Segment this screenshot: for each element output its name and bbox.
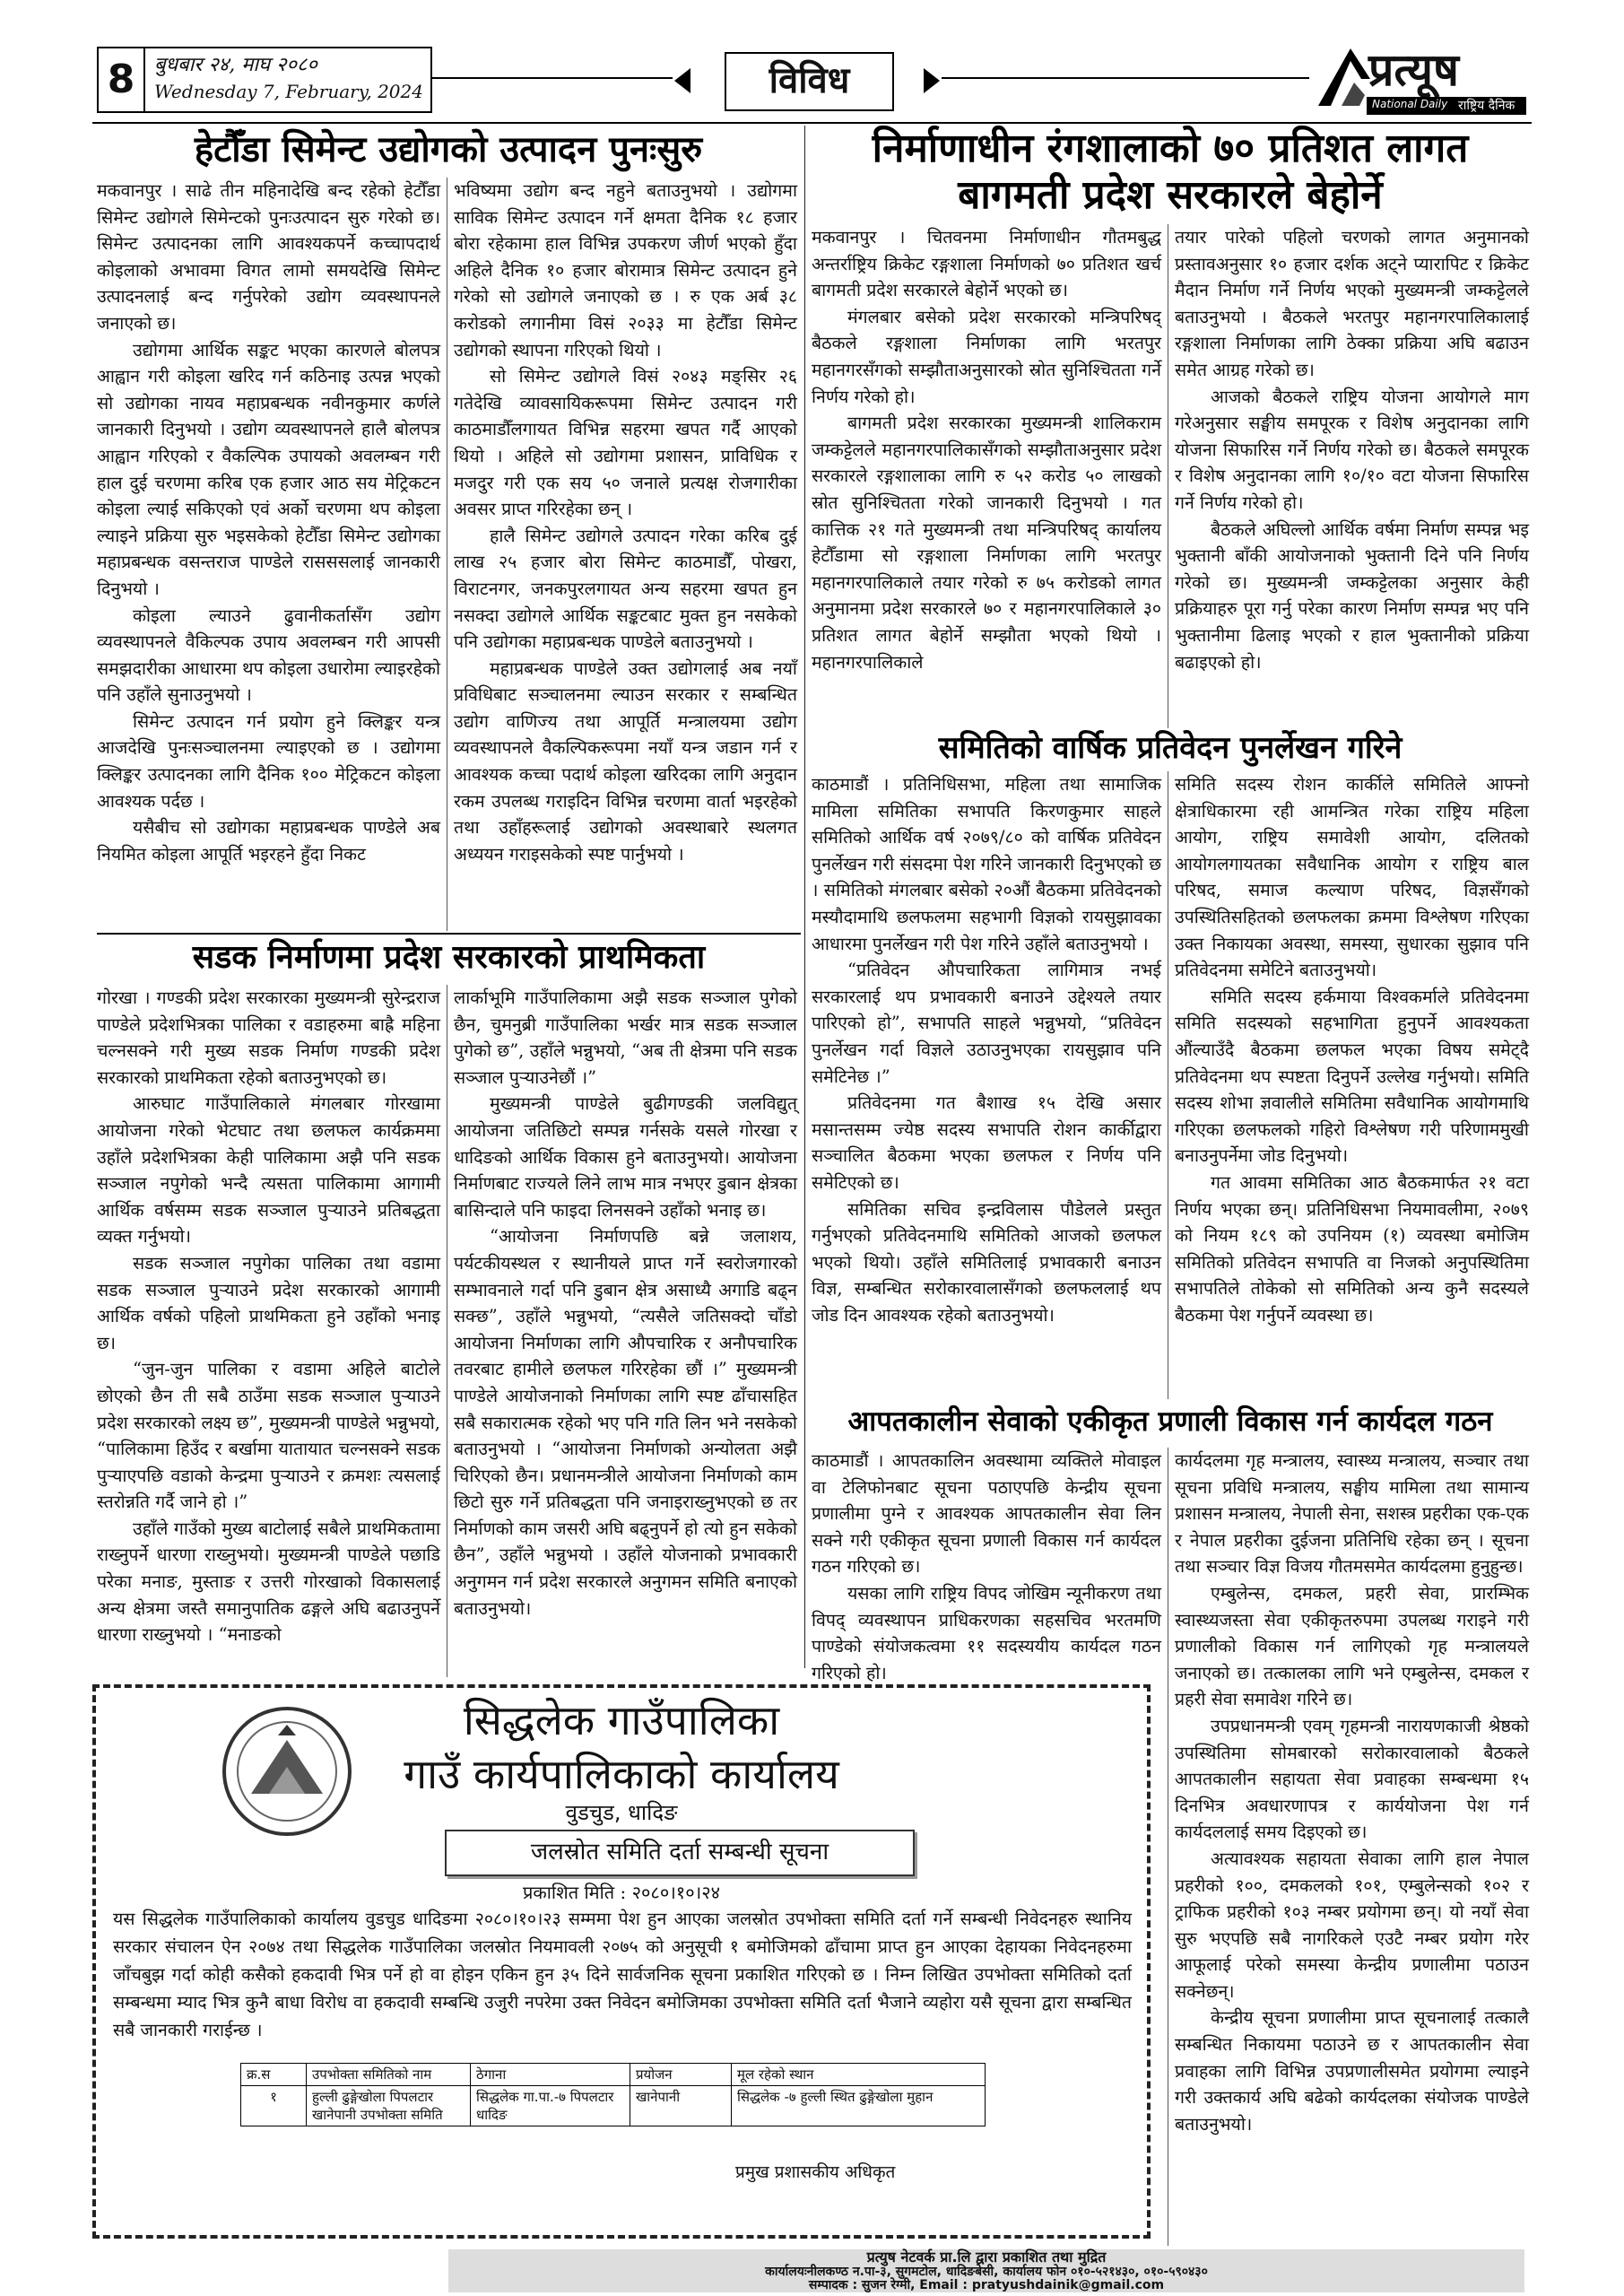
road-column-2 bbox=[454, 985, 797, 1677]
paragraph: उहाँले गाउँको मुख्य बाटोलाई सबैले प्राथमिकतामा राख्नुपर्ने धारणा राख्नुभयो। मुख्यमन्त्री पाण्डेले पछाडि परेका मनाङ, मुस्ताङ र उत्तरी गोरखाको विकासलाई अन्य क्षेत्रमा जस्तै समानुपातिक ढङ्गले अघि बढाउनुपर्ने धारणा राख्नुभयो । “मनाङको bbox=[97, 1518, 440, 1646]
ad-table-header: उपभोक्ता समितिको नाम bbox=[307, 2064, 471, 2086]
headline-committee: समितिको वार्षिक प्रतिवेदन पुनर्लेखन गरिने bbox=[938, 730, 1403, 766]
logo-tag-np: राष्ट्रिय दैनिक bbox=[1458, 99, 1515, 113]
cement-column-1 bbox=[97, 178, 440, 931]
paragraph: हालै सिमेन्ट उद्योगले उत्पादन गरेका करिब दुई लाख २५ हजार बोरा सिमेन्ट काठमाडौँ, पोखरा, विराटनगर, जनकपुरलगायत अन्य सहरमा खपत हुन नसक्दा उद्योगले आर्थिक सङ्कटबाट मुक्त हुन नसकेको पनि उद्योगका महाप्रबन्धक पाण्डेले बताउनुभयो । bbox=[454, 525, 797, 653]
ad-table-header: ठेगाना bbox=[471, 2064, 630, 2086]
table-row bbox=[241, 2086, 986, 2126]
ad-body-text: यस सिद्धलेक गाउँपालिकाको कार्यालय वुडचुड धादिङमा २०८०।१०।२३ सम्ममा पेश हुन आएका जलस्रोत उपभोक्ता समिति दर्ता गर्ने सम्बन्धी निवेदनहरु स्थानिय सरकार संचालन ऐन २०७४ तथा सिद्धलेक गाउँपालिका जलस्रोत नियमावली २०७५ को अनुसूची १ बमोजिमको ढाँचामा प्राप्त हुन आएका देहायका निवेदनहरुमा जाँचबुझ गर्दा कोही कसैको हकदावी भित्र पर्ने हो वा होइन एकिन हुन ३५ दिने सार्वजनिक सूचना प्रकाशित गरिएको छ । निम्न लिखित उपभोक्ता समितिको दर्ता सम्बन्धमा म्याद भित्र कुनै बाधा विरोध वा हकदावी सम्बन्धि उजुरी नपरेमा उक्त निवेदन बमोजिमका उपभोक्ता समिति दर्ता भैजाने व्यहोरा यसै सूचना द्वारा सम्बन्धित सबै जानकारी गराईन्छ । bbox=[113, 1909, 1132, 2040]
paragraph: “प्रतिवेदन औपचारिकता लागिमात्र नभई सरकारलाई थप प्रभावकारी बनाउने उद्देश्यले तयार पारिएको हो”, सभापति साहले भन्नुभयो, “प्रतिवेदन पुनर्लेखन गर्दा विज्ञले उठाउनुभएका रायसुझाव पनि समेटिनेछ ।” bbox=[812, 960, 1161, 1087]
header-rule-left bbox=[430, 77, 673, 79]
paragraph: समिति सदस्य रोशन कार्कीले समितिले आफ्नो क्षेत्राधिकारमा रही आमन्त्रित गरेका राष्ट्रिय महिला आयोग, राष्ट्रिय समावेशी आयोग, दलितको आयोगलगायतका सवैधानिक आयोग र राष्ट्रिय बाल परिषद, समाज कल्याण परिषद, विज्ञसँगको उपस्थितिसहितको छलफलका क्रममा विश्लेषण गरिएका उक्त निकायका अवस्था, समस्या, सुधारका सुझाव पनि प्रतिवेदनमा समेटिने बताउनुभयो। bbox=[1175, 774, 1529, 981]
paragraph: बैठकले अघिल्लो आर्थिक वर्षमा निर्माण सम्पन्न भइ भुक्तानी बाँकी आयोजनाको भुक्तानी दिने पनि निर्णय गरेको छ। मुख्यमन्त्री जम्कट्टेलका अनुसार केही प्रक्रियाहरु पूरा गर्नु परेका कारण निर्माण सम्पन्न भए पनि भुक्तानीमा ढिलाइ भएको र हाल भुक्तानीको प्रक्रिया बढाइएको हो। bbox=[1175, 518, 1529, 673]
ad-table-header: प्रयोजन bbox=[630, 2064, 732, 2086]
ad-publish-date: प्रकाशित मिति : २०८०।१०।२४ bbox=[523, 1882, 720, 1903]
date-nepali: बुधबार २४, माघ २०८० bbox=[154, 54, 317, 76]
paragraph: सडक सञ्जाल नपुगेका पालिका तथा वडामा सडक सञ्जाल पुऱ्याउने प्रदेश सरकारको आगामी आर्थिक वर्षको पहिलो प्राथमिकता हुने उहाँको भनाइ छ। bbox=[97, 1252, 440, 1353]
logo-name: प्रत्यूष bbox=[1368, 44, 1459, 96]
footer-publisher-box bbox=[448, 2249, 1524, 2292]
paragraph: उपप्रधानमन्त्री एवम् गृहमन्त्री नारायणकाजी श्रेष्ठको उपस्थितिमा सोमबारको सरोकारवालाको बैठकले आपतकालीन सहायता सेवा प्रवाहका सम्बन्धमा १५ दिनभित्र अवधारणापत्र र कार्ययोजना पेश गर्न कार्यदललाई समय दिइएको छ। bbox=[1175, 1715, 1529, 1843]
paragraph: केन्द्रीय सूचना प्रणालीमा प्राप्त सूचनालाई तत्कालै सम्बन्धित निकायमा पठाउने छ र आपतकालीन सेवा प्रवाहका लागि विभिन्न उपप्रणालीसमेत प्रयोगमा ल्याइने गरी उक्तकार्य अघि बढेको कार्यदलका संयोजक पाण्डेले बताउनुभयो। bbox=[1175, 2007, 1529, 2135]
paragraph: सिमेन्ट उत्पादन गर्न प्रयोग हुने क्लिङ्कर यन्त्र आजदेखि पुनःसञ्चालनमा ल्याइएको छ । उद्योगमा क्लिङ्कर उत्पादनका लागि दैनिक १०० मेट्रिकटन कोइला आवश्यक पर्दछ । bbox=[97, 710, 440, 812]
paragraph: एम्बुलेन्स, दमकल, प्रहरी सेवा, प्रारम्भिक स्वास्थ्यजस्ता सेवा एकीकृतरुपमा उपलब्ध गराइने गरी प्रणालीको विकास गर्न लागिएको गृह मन्त्रालयले जनाएको छ। तत्कालका लागि भने एम्बुलेन्स, दमकल र प्रहरी सेवा समावेश गरिने छ। bbox=[1175, 1582, 1529, 1710]
paragraph: मंगलबार बसेको प्रदेश सरकारको मन्त्रिपरिषद् बैठकले रङ्गशाला निर्माणका लागि भरतपुर महानगरसँगको सम्झौताअनुसारको स्रोत सुनिश्चितता गर्ने निर्णय गरेको हो। bbox=[812, 306, 1161, 407]
paragraph: भविष्यमा उद्योग बन्द नहुने बताउनुभयो । उद्योगमा साविक सिमेन्ट उत्पादन गर्ने क्षमता दैनिक १८ हजार बोरा रहेकामा हाल विभिन्न उपकरण जीर्ण भएको हुँदा अहिले दैनिक १० हजार बोरामात्र सिमेन्ट उत्पादन हुने गरेको सो उद्योगले जनाएको छ । रु एक अर्ब ३८ करोडको लगानीमा विसं २०३३ मा हेटौँडा सिमेन्ट उद्योगको स्थापना गरिएको थियो । bbox=[454, 180, 797, 361]
section-arrow-left-icon bbox=[674, 68, 690, 93]
masthead-rule bbox=[92, 122, 1532, 124]
paragraph: “आयोजना निर्माणपछि बन्ने जलाशय, पर्यटकीयस्थल र स्थानीयले प्राप्त गर्ने स्वरोजगारको सम्भावनाले गर्दा पनि डुबान क्षेत्र असाध्यै अगाडि बढ्न सक्छ”, उहाँले भन्नुभयो, “त्यसैले जतिसक्दो चाँडो आयोजना निर्माणका लागि औपचारिक र अनौपचारिक तवरबाट हामीले छलफल गरिरहेका छौं ।” मुख्यमन्त्री पाण्डेले आयोजनाको निर्माणका लागि स्पष्ट ढाँचासहित सबै सकारात्मक रहेको भए पनि गति लिन भने नसकेको बताउनुभयो । “आयोजना निर्माणको अन्योलता अझै चिरिएको छैन। प्रधानमन्त्रीले आयोजना निर्माणको काम छिटो सुरु गर्ने प्रतिबद्धता पनि जनाइराख्नुभएको छ तर निर्माणको काम जसरी अघि बढ्नुपर्ने हो त्यो हुन सकेको छैन”, उहाँले भन्नुभयो । उहाँले योजनाको प्रभावकारी अनुगमन गर्न प्रदेश सरकारले अनुगमन समिति बनाएको बताउनुभयो। bbox=[454, 1226, 797, 1619]
emergency-column-2 bbox=[1175, 1448, 1529, 2246]
ad-table-header-row bbox=[241, 2064, 986, 2086]
ad-table-cell: खानेपानी bbox=[630, 2086, 732, 2126]
paragraph: महाप्रबन्धक पाण्डेले उक्त उद्योगलाई अब नयाँ प्रविधिबाट सञ्चालनमा ल्याउन सरकार र सम्बन्धित उद्योग वाणिज्य तथा आपूर्ति मन्त्रालयमा उद्योग व्यवस्थापनले वैकल्पिकरूपमा नयाँ यन्त्र जडान गर्न र आवश्यक कच्चा पदार्थ कोइला खरिदका लागि अनुदान रकम उपलब्ध गराइदिन विभिन्न चरणमा वार्ता भइरहेको तथा उहाँहरूलाई उद्योगको अवस्थाबारे स्थलगत अध्ययन गराइसकेको स्पष्ट पार्नुभयो । bbox=[454, 657, 797, 865]
ad-table-header: मूल रहेको स्थान bbox=[732, 2064, 986, 2086]
stadium-column-2 bbox=[1175, 224, 1529, 728]
headline-stadium-line1: निर्माणाधीन रंगशालाको ७० प्रतिशत लागत bbox=[872, 126, 1469, 171]
paragraph: मुख्यमन्त्री पाण्डेले बुढीगण्डकी जलविद्युत् आयोजना जतिछिटो सम्पन्न गर्नसके यसले गोरखा र धादिङको आर्थिक विकास हुने बताउनुभयो। आयोजना निर्माणबाट राज्यले लिने लाभ मात्र नभएर डुबान क्षेत्रका बासिन्दाले पनि फाइदा लिनसक्ने उहाँको भनाइ छ। bbox=[454, 1093, 797, 1221]
paragraph: कार्यदलमा गृह मन्त्रालय, स्वास्थ्य मन्त्रालय, सञ्चार तथा सूचना प्रविधि मन्त्रालय, सङ्घीय मामिला तथा सामान्य प्रशासन मन्त्रालय, नेपाली सेना, सशस्त्र प्रहरीका एक-एक र नेपाल प्रहरीका दुईजना प्रतिनिधि रहेका छन् । सूचना तथा सञ्चार विज्ञ विजय गौतमसमेत कार्यदलमा हुनुहुन्छ। bbox=[1175, 1450, 1529, 1578]
paragraph: सो सिमेन्ट उद्योगले विसं २०४३ मङ्सिर २६ गतेदेखि व्यावसायिकरूपमा सिमेन्ट उत्पादन गरी काठमाडौँलगायत विभिन्न सहरमा खपत गर्दै आएको थियो । अहिले सो उद्योगमा प्रशासन, प्राविधिक र मजदुर गरी एक सय ५० जनाले प्रत्यक्ष रोजगारीका अवसर प्राप्त गरिरहेका छन् । bbox=[454, 366, 797, 520]
paragraph: काठमाडौं । आपतकालिन अवस्थामा व्यक्तिले मोवाइल वा टेलिफोनबाट सूचना पठाएपछि केन्द्रीय सूचना प्रणालीमा पुग्ने र आवश्यक आपतकालीन सेवा लिन सक्ने गरी एकीकृत सूचना प्रणाली विकास गर्न कार्यदल गठन गरिएको छ। bbox=[812, 1450, 1161, 1578]
masthead-logo bbox=[1315, 43, 1528, 117]
paragraph: काठमाडौं । प्रतिनिधिसभा, महिला तथा सामाजिक मामिला समितिका सभापति किरणकुमार साहले समितिको आर्थिक वर्ष २०७९/८० को वार्षिक प्रतिवेदन पुनर्लेखन गरी संसदमा पेश गरिने जानकारी दिनुभएको छ । समितिको मंगलबार बसेको २०औं बैठकमा प्रतिवेदनको मस्यौदामाथि छलफलमा सहभागी विज्ञको रायसुझावका आधारमा पुनर्लेखन गरी पेश गरिने उहाँले बताउनुभयो । bbox=[812, 774, 1161, 954]
paragraph: कोइला ल्याउने ढुवानीकर्तासँग उद्योग व्यवस्थापनले वैकिल्पक उपाय अवलम्बन गरी आपसी समझदारीका आधारमा थप कोइला उधारोमा ल्याइरहेको पनि उहाँले सुनाउनुभयो । bbox=[97, 604, 440, 706]
page-divider bbox=[804, 126, 805, 1668]
paragraph: लार्काभूमि गाउँपालिकामा अझै सडक सञ्जाल पुगेको छैन, चुमनुब्री गाउँपालिका भर्खर मात्र सडक सञ्जाल पुगेको छ”, उहाँले भन्नुभयो, “अब ती क्षेत्रमा पनि सडक सञ्जाल पुऱ्याउनेछौं ।” bbox=[454, 987, 797, 1088]
ad-table-cell: १ bbox=[241, 2086, 307, 2126]
ad-table-header: क्र.स bbox=[241, 2064, 307, 2086]
ad-table-cell: सिद्धलेक गा.पा.-७ पिपलटार धादिङ bbox=[471, 2086, 630, 2126]
headline-road: सडक निर्माणमा प्रदेश सरकारको प्राथमिकता bbox=[192, 939, 706, 976]
stadium-column-1 bbox=[812, 224, 1161, 728]
ad-notice-title: जलस्रोत समिति दर्ता सम्बन्धी सूचना bbox=[445, 1830, 915, 1876]
ad-title-municipality: सिद्धलेक गाउँपालिका bbox=[463, 1696, 780, 1744]
ad-title-office: गाउँ कार्यपालिकाको कार्यालय bbox=[404, 1750, 839, 1798]
paragraph: प्रतिवेदनमा गत बैशाख १५ देखि असार मसान्तसम्म ज्येष्ठ सदस्य सभापति रोशन कार्कीद्वारा सञ्चालित बैठकमा भएका छलफल र निर्णय पनि समेटिएको छ। bbox=[812, 1092, 1161, 1193]
date-english: Wednesday 7, February, 2024 bbox=[154, 81, 423, 102]
paragraph: समिति सदस्य हर्कमाया विश्वकर्माले प्रतिवेदनमा समिति सदस्यको सहभागिता हुनुपर्ने आवश्यकता औंल्याउँदै बैठकमा छलफल भएका विषय समेट्दै प्रतिवेदनमा थप स्पष्टता दिनुपर्ने उल्लेख गर्नुभयो। समिति सदस्य शोभा ज्ञवालीले समितिमा सवैधानिक आयोगमाथि गरिएका छलफलको गहिरो विश्लेषण गरी परिणाममुखी बनाउनुपर्नेमा जोड दिनुभयो। bbox=[1175, 986, 1529, 1167]
paragraph: आरुघाट गाउँपालिकाले मंगलबार गोरखामा आयोजना गरेको भेटघाट तथा छलफल कार्यक्रममा उहाँले प्रदेशभित्रका केही पालिकामा अझै पनि सडक सञ्जाल नपुगेको भन्दै त्यसता पालिकामा आगामी आर्थिक वर्षसम्म सडक सञ्जाल पुऱ्याउने प्रतिबद्धता व्यक्त गर्नुभयो। bbox=[97, 1093, 440, 1248]
ad-signature: प्रमुख प्रशासकीय अधिकृत bbox=[735, 2162, 896, 2182]
cement-column-2 bbox=[454, 178, 797, 931]
section-title: विविध bbox=[725, 52, 894, 111]
paragraph: मकवानपुर । साढे तीन महिनादेखि बन्द रहेको हेटौँडा सिमेन्ट उद्योगले सिमेन्टको पुनःउत्पादन सुरु गरेको छ। सिमेन्ट उत्पादनका लागि आवश्यकपर्ने कच्चापदार्थ कोइलाको अभावमा विगत लामो समयदेखि सिमेन्ट उत्पादनलाई बन्द गर्नुपरेको उद्योग व्यवस्थापनले जनाएको छ। bbox=[97, 180, 440, 334]
committee-column-1 bbox=[812, 771, 1161, 1399]
paragraph: मकवानपुर । चितवनमा निर्माणाधीन गौतमबुद्ध अन्तर्राष्ट्रिय क्रिकेट रङ्गशाला निर्माणको ७० प्रतिशत खर्च बागमती प्रदेश सरकारले बेहोर्ने भएको छ। bbox=[812, 227, 1161, 301]
paragraph: गत आवमा समितिका आठ बैठकमार्फत २१ वटा निर्णय भएका छन्। प्रतिनिधिसभा नियमावलीमा, २०७९ को नियम १८९ को उपनियम (१) व्यवस्था बमोजिम समितिको प्रतिवेदन सभापति वा निजको अनुपस्थितिमा सभापतिले तोकेको सो समितिको अन्य कुनै सदस्यले बैठकमा पेश गर्नुपर्ने व्यवस्था छ। bbox=[1175, 1171, 1529, 1326]
paragraph: गोरखा । गण्डकी प्रदेश सरकारका मुख्यमन्त्री सुरेन्द्रराज पाण्डेले प्रदेशभित्रका पालिका र वडाहरुमा बाह्रै महिना चल्नसक्ने गरी मुख्य सडक निर्माण गण्डकी प्रदेश सरकारको प्राथमिकता रहेको बताउनुभएको छ। bbox=[97, 987, 440, 1088]
footer-line-office: कार्यालयःनीलकण्ठ न.पा-३, सुगमटोल, धादिङबेसी, कार्यालय फोन ०१०-५२१४३०, ०१०-५९०४३० bbox=[765, 2265, 1208, 2279]
emergency-column-1 bbox=[812, 1448, 1161, 1683]
ad-table-cell: सिद्धलेक -७ हुल्ली स्थित ढुङ्गेखोला मुहान bbox=[732, 2086, 986, 2126]
headline-cement: हेटौँडा सिमेन्ट उद्योगको उत्पादन पुनःसुरु bbox=[194, 129, 703, 170]
committee-column-2 bbox=[1175, 771, 1529, 1399]
paragraph: आजको बैठकले राष्ट्रिय योजना आयोगले माग गरेअनुसार सङ्घीय समपूरक र विशेष अनुदानका लागि योजना सिफारिस गर्ने निर्णय गरेको छ। बैठकले समपूरक र विशेष अनुदानका लागि १०/१० वटा योजना सिफारिस गर्ने निर्णय गरेको हो। bbox=[1175, 386, 1529, 513]
ad-location: वुडचुड, धादिङ bbox=[565, 1800, 678, 1825]
paragraph: “जुन-जुन पालिका र वडामा अहिले बाटोले छोएको छैन ती सबै ठाउँमा सडक सञ्जाल पुऱ्याउने प्रदेश सरकारको लक्ष्य छ”, मुख्यमन्त्री पाण्डेले भन्नुभयो, “पालिकामा हिउँद र बर्खामा यातायात चल्नसक्ने सडक पुऱ्याएपछि वडाको केन्द्रमा पुऱ्याउने र क्रमशः त्यसलाई स्तरोन्नति गर्दै जाने हो ।” bbox=[97, 1359, 440, 1513]
footer-line-editor: सम्पादक : सुजन रेग्मी, Email : pratyushdainik@gmail.com bbox=[808, 2278, 1165, 2292]
paragraph: समितिका सचिव इन्द्रविलास पौडेलले प्रस्तुत गर्नुभएको प्रतिवेदनमाथि समितिको आजको छलफल भएको थियो। उहाँले समितिलाई प्रभावकारी बनाउन विज्ञ, सम्बन्धित सरोकारवालासँगको छलफललाई थप जोड दिन आवश्यक रहेको बताउनुभयो। bbox=[812, 1198, 1161, 1326]
header-rule-right bbox=[942, 77, 1309, 79]
headline-stadium-line2: बागमती प्रदेश सरकारले बेहोर्ने bbox=[958, 172, 1383, 218]
section-arrow-right-icon bbox=[924, 68, 940, 93]
page-number: 8 bbox=[97, 47, 145, 113]
road-column-1 bbox=[97, 985, 440, 1677]
ad-table bbox=[240, 2063, 986, 2126]
logo-tag-en: National Daily bbox=[1372, 98, 1448, 110]
paragraph: तयार पारेको पहिलो चरणको लागत अनुमानको प्रस्तावअनुसार १० हजार दर्शक अट्ने प्यारापिट र क्रिकेट मैदान निर्माण गर्ने निर्णय भएको मुख्यमन्त्री जम्कट्टेलले बताउनुभयो । बैठकले भरतपुर महानगरपालिकालाई रङ्गशाला निर्माणका लागि ठेक्का प्रक्रिया अघि बढाउन समेत आग्रह गरेको छ। bbox=[1175, 227, 1529, 380]
paragraph: बागमती प्रदेश सरकारका मुख्यमन्त्री शालिकराम जम्कट्टेलले महानगरपालिकासँगको सम्झौताअनुसार प्रदेश सरकारले रङ्गशालाका लागि रु ५२ करोड ५० लाखको स्रोत सुनिश्चितता गरेको जानकारी दिनुभयो । गत कात्तिक २१ गते मुख्यमन्त्री तथा मन्त्रिपरिषद् कार्यालय हेटौँडामा सो रङ्गशाला निर्माणका लागि भरतपुर महानगरपालिकाले तयार गरेको रु ७५ करोडको लागत अनुमानमा प्रदेश सरकारले ७० र महानगरपालिकाले ३० प्रतिशत लागत बेहोर्ने सम्झौता भएको थियो । महानगरपालिकाले bbox=[812, 413, 1161, 673]
paragraph: अत्यावश्यक सहायता सेवाका लागि हाल नेपाल प्रहरीको १००, दमकलको १०१, एम्बुलेन्सको १०२ र ट्राफिक प्रहरीको १०३ नम्बर प्रयोगमा छन्। यो नयाँ सेवा सुरु भएपछि सबै नागरिकले एउटै नम्बर प्रयोग गरेर आफूलाई परेको समस्या केन्द्रीय प्रणालीमा पठाउन सक्नेछन्। bbox=[1175, 1848, 1529, 2002]
headline-emergency: आपतकालीन सेवाको एकीकृत प्रणाली विकास गर्न कार्यदल गठन bbox=[847, 1405, 1493, 1438]
paragraph: यसैबीच सो उद्योगका महाप्रबन्धक पाण्डेले अब नियमित कोइला आपूर्ति भइरहने हुँदा निकट bbox=[97, 817, 440, 865]
paragraph: यसका लागि राष्ट्रिय विपद जोखिम न्यूनीकरण तथा विपद् व्यवस्थापन प्राधिकरणका सहसचिव भरतमणि पाण्डेको संयोजकत्वमा ११ सदस्ययीय कार्यदल गठन गरिएको हो। bbox=[812, 1582, 1161, 1683]
paragraph: उद्योगमा आर्थिक सङ्कट भएका कारणले बोलपत्र आह्वान गरी कोइला खरिद गर्न कठिनाइ उत्पन्न भएको सो उद्योगका नायव महाप्रबन्धक नवीनकुमार कर्णले जानकारी दिनुभयो । उद्योग व्यवस्थापनले हालै बोलपत्र आह्वान गरिएको र वैकल्पिक उपायको अवलम्बन गरी हाल दुई चरणमा करिब एक हजार आठ सय मेट्रिकटन कोइला ल्याई सकिएको एवं अर्को चरणमा थप कोइला ल्याइने प्रक्रिया सुरु भइसकेको हेटौँडा सिमेन्ट उद्योगका महाप्रबन्धक वसन्तराज पाण्डेले रासससलाई जानकारी दिनुभयो । bbox=[97, 339, 440, 599]
footer-line-publisher: प्रत्युष नेटवर्क प्रा.लि द्वारा प्रकाशित तथा मुद्रित bbox=[866, 2248, 1107, 2266]
ad-table-cell: हुल्ली ढुङ्गेखोला पिपलटार खानेपानी उपभोक्ता समिति bbox=[307, 2086, 471, 2126]
